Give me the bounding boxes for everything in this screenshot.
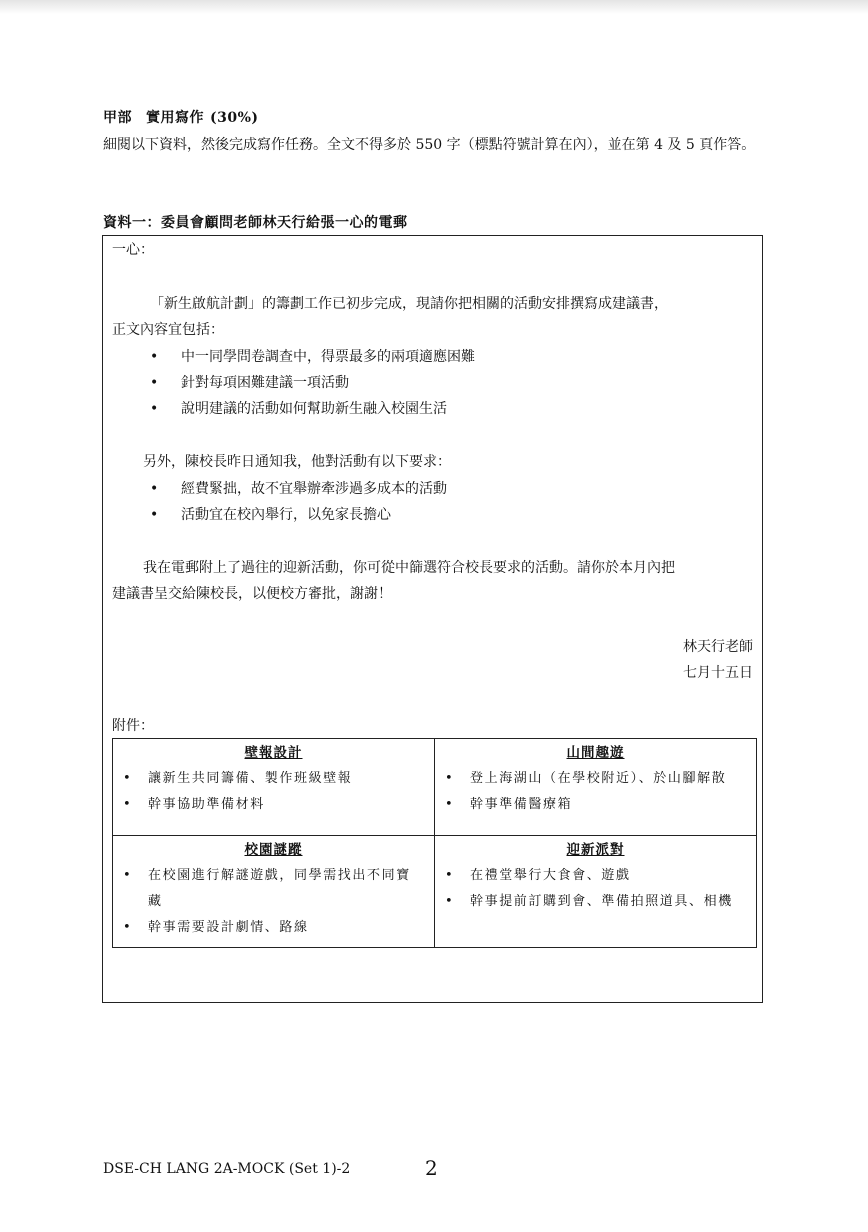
attachment-cell bbox=[435, 739, 757, 836]
attachment-item-text: 幹事需要設計劇情、路線 bbox=[148, 920, 309, 935]
attachment-title: 校園謎蹤 bbox=[244, 842, 303, 858]
email-paragraph-1-line-1: 「新生啟航計劃」的籌劃工作已初步完成，現請你把相關的活動安排撰寫成建議書， bbox=[150, 296, 668, 312]
attachment-item-text: 登上海湖山（在學校附近）、於山腳解散 bbox=[470, 771, 727, 786]
bullet-icon: • bbox=[445, 894, 455, 909]
footer-paper-code: DSE-CH LANG 2A-MOCK (Set 1)-2 bbox=[103, 1161, 351, 1177]
attachment-item-text: 在禮堂舉行大食會、遊戲 bbox=[470, 868, 631, 883]
bullet-icon: • bbox=[150, 375, 159, 391]
bullet-icon: • bbox=[150, 401, 159, 417]
attachment-title: 壁報設計 bbox=[244, 745, 303, 761]
attachment-item bbox=[445, 766, 746, 792]
attachment-item bbox=[445, 889, 746, 915]
bullet-icon: • bbox=[123, 771, 133, 786]
email-paragraph-3-line-2: 建議書呈交給陳校長，以便校方審批，謝謝！ bbox=[112, 586, 392, 602]
section-heading bbox=[103, 107, 259, 127]
requirement-text: 活動宜在校內舉行，以免家長擔心 bbox=[181, 507, 391, 523]
email-signature: 林天行老師 bbox=[683, 639, 753, 655]
attachment-cell bbox=[435, 836, 757, 948]
content-point-text: 說明建議的活動如何幫助新生融入校園生活 bbox=[181, 401, 447, 417]
content-point-text: 針對每項困難建議一項活動 bbox=[181, 375, 349, 391]
email-date: 七月十五日 bbox=[683, 665, 753, 681]
attachment-item-text: 幹事準備醫療箱 bbox=[470, 797, 573, 812]
bullet-icon: • bbox=[150, 507, 159, 523]
requirement-point bbox=[150, 479, 447, 499]
attachment-item-text: 在校園進行解謎遊戲，同學需找出不同寶藏 bbox=[148, 868, 411, 909]
attachment-label: 附件： bbox=[112, 718, 154, 734]
bullet-icon: • bbox=[150, 349, 159, 365]
attachment-item-text: 幹事提前訂購到會、準備拍照道具、相機 bbox=[470, 894, 733, 909]
requirement-text: 經費緊拙，故不宜舉辦牽涉過多成本的活動 bbox=[181, 481, 447, 497]
requirement-point bbox=[150, 505, 391, 525]
email-paragraph-2: 另外，陳校長昨日通知我，他對活動有以下要求： bbox=[143, 454, 451, 470]
bullet-icon: • bbox=[445, 797, 455, 812]
attachment-item bbox=[123, 915, 424, 941]
attachment-title: 山間趣遊 bbox=[566, 745, 625, 761]
bullet-icon: • bbox=[123, 920, 133, 935]
attachment-cell bbox=[113, 739, 435, 836]
attachment-table bbox=[112, 738, 757, 948]
attachment-title: 迎新派對 bbox=[566, 842, 625, 858]
attachment-cell bbox=[113, 836, 435, 948]
attachment-item bbox=[445, 863, 746, 889]
source-title: 資料一：委員會顧問老師林天行給張一心的電郵 bbox=[103, 215, 408, 231]
email-box bbox=[102, 235, 763, 1003]
email-salutation: 一心： bbox=[112, 242, 154, 258]
attachment-item bbox=[123, 863, 424, 915]
content-point-text: 中一同學問卷調查中，得票最多的兩項適應困難 bbox=[181, 349, 475, 365]
email-paragraph-3-line-1: 我在電郵附上了過往的迎新活動，你可從中篩選符合校長要求的活動。請你於本月內把 bbox=[143, 560, 675, 576]
section-name: 實用寫作 bbox=[146, 110, 204, 126]
attachment-item-text: 幹事協助準備材料 bbox=[148, 797, 265, 812]
attachment-item bbox=[123, 792, 424, 818]
footer-page-number: 2 bbox=[425, 1156, 438, 1180]
section-weight: (30%) bbox=[210, 110, 259, 126]
attachment-item bbox=[445, 792, 746, 818]
bullet-icon: • bbox=[123, 868, 133, 883]
content-point bbox=[150, 347, 475, 367]
section-part: 甲部 bbox=[103, 110, 132, 126]
attachment-item-text: 讓新生共同籌備、製作班級壁報 bbox=[148, 771, 353, 786]
attachment-item bbox=[123, 766, 424, 792]
page-top-shadow bbox=[0, 0, 868, 14]
content-point bbox=[150, 399, 447, 419]
task-instructions: 細閱以下資料，然後完成寫作任務。全文不得多於 550 字（標點符號計算在內），並在第 4 及 5 頁作答。 bbox=[103, 137, 756, 153]
bullet-icon: • bbox=[150, 481, 159, 497]
bullet-icon: • bbox=[445, 868, 455, 883]
bullet-icon: • bbox=[445, 771, 455, 786]
email-paragraph-1-line-2: 正文內容宜包括： bbox=[112, 322, 224, 338]
content-point bbox=[150, 373, 349, 393]
bullet-icon: • bbox=[123, 797, 133, 812]
